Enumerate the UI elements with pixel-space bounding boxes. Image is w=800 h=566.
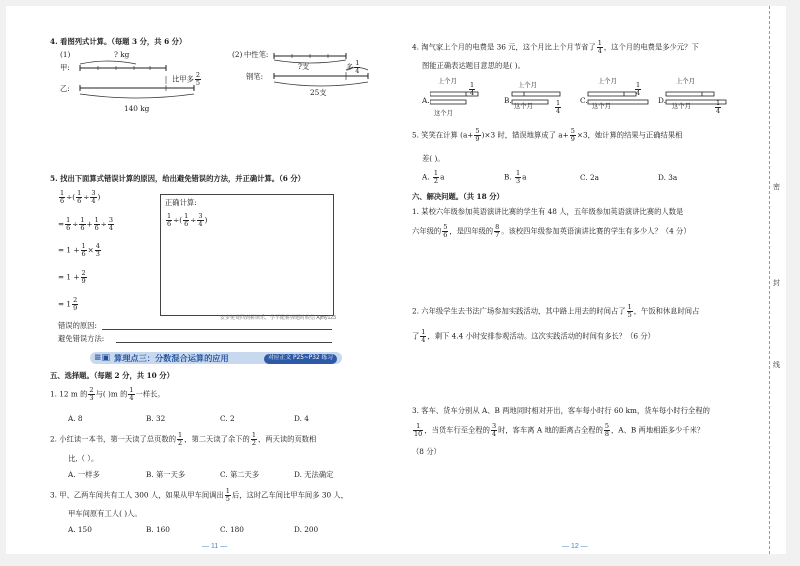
p2-line1: 2. 六年级学生去书法广场参加实践活动，其中路上用去的时间占了 $\frac{1}{5}$ ，午饭和休息时间占 <box>412 303 700 319</box>
reason-line[interactable] <box>102 329 332 330</box>
p1-line2: 六年级的 $\frac{5}{6}$ ，是四年级的 $\frac{8}{7}$ 。该校四年级参加英语演讲比赛的学生有多少人？（4 分） <box>412 223 691 239</box>
c3-stem: 3. 甲、乙两车间共有工人 300 人，如果从甲车间调出 $\frac{1}{5}$ 后，这时乙车间比甲车间多 30 人， <box>50 487 349 503</box>
method-line[interactable] <box>116 342 332 343</box>
correct-calc-label: 正确计算: <box>165 198 197 207</box>
r-q4-a-last: 上个月 <box>438 78 457 85</box>
r-q5-opt-c[interactable]: C. 2a <box>580 173 599 182</box>
r-q4-d-frac: $\frac{1}{4}$ <box>716 99 721 115</box>
r-q4-line2: 图能正确表达题目意思的是( )。 <box>422 61 525 70</box>
r-q4-opt-a[interactable]: A. <box>422 96 430 105</box>
r-q4-c-last: 上个月 <box>598 78 617 85</box>
r-q4-opt-b[interactable]: B. <box>504 96 512 105</box>
c2-opt-c[interactable]: C. 第二天多 <box>220 470 260 479</box>
c3-opt-a[interactable]: A. 150 <box>68 525 92 534</box>
d1-question: ? kg <box>114 50 130 59</box>
r-q4-b-this: 这个月 <box>514 103 533 110</box>
correct-calc-expr: $\frac{1}{6}$ ÷( $\frac{1}{6}$ ÷ $\frac{3}{4}$ ) <box>167 212 208 228</box>
exam-page <box>6 6 786 554</box>
r-q5-opt-a[interactable]: A. $\frac{1}{2}$ a <box>422 169 445 185</box>
p2-line2: 了 $\frac{1}{4}$ ，剩下 4.4 小时安排参观活动。这次实践活动的时间有多长？（6 分） <box>412 328 655 344</box>
margin-char-1: 密 <box>773 183 780 191</box>
d1-total: 140 kg <box>124 104 150 113</box>
d2-total: 25支 <box>310 88 327 97</box>
c1-opt-d[interactable]: D. 4 <box>294 414 309 423</box>
small-note: 安步免费回到耕读乐，学平配耕弹题时候信 Ajmy123 <box>220 315 336 321</box>
work-line-3: = 1 + $\frac{1}{6}$ × $\frac{4}{3}$ <box>58 242 100 258</box>
c2-stem: 2. 小红读一本书，第一天读了总页数的 $\frac{1}{2}$ ，第二天读了余下的 $\frac{1}{2}$ ，两天读的页数相 <box>50 431 317 447</box>
r-q4-bars <box>430 86 740 110</box>
sec5-title: 五、选择题。（每题 2 分，共 10 分） <box>50 371 174 380</box>
c1-stem: 1. 12 m 的 $\frac{2}{3}$ 与( )m 的 $\frac{1}{4}$ 一样长。 <box>50 386 165 402</box>
r-q4-stem: 4. 淘气家上个月的电费是 36 元，这个月比上个月节省了 $\frac{1}{4}$ ，这个月的电费是多少元？下 <box>412 39 699 55</box>
p3-line1: 3. 客车、货车分别从 A、B 两地同时相对开出，客车每小时行 60 km，货车每小时行全程的 <box>412 406 710 415</box>
p3-line2: $\frac{1}{10}$ ，当货车行至全程的 $\frac{3}{4}$ 时，客车离 A 地的距离占全程的 $\frac{5}{8}$ ，A、B 两地相距多少千米？ <box>414 422 705 438</box>
q4-title: 4. 看图列式计算。（每题 3 分，共 6 分） <box>50 37 187 46</box>
p3-line3: （8 分） <box>412 447 441 456</box>
page-number-right: — 12 — <box>562 543 588 550</box>
c1-opt-a[interactable]: A. 8 <box>68 414 83 423</box>
d1-yi: 乙: <box>60 84 70 93</box>
r-q4-b-frac: $\frac{1}{4}$ <box>556 99 561 115</box>
p1-line1: 1. 某校六年级参加英语演讲比赛的学生有 48 人，五年级参加英语演讲比赛的人数是 <box>412 207 684 216</box>
d1-label: (1) <box>60 50 71 59</box>
r-q4-opt-c[interactable]: C. <box>580 96 588 105</box>
left-page <box>6 6 394 554</box>
banner-tag: 对应正文 P25~P32 练习 <box>264 354 337 364</box>
r-q5-opt-b[interactable]: B. $\frac{1}{3}$ a <box>504 169 527 185</box>
c1-opt-c[interactable]: C. 2 <box>220 414 235 423</box>
margin-char-3: 线 <box>773 361 780 369</box>
c3-line2: 甲车间原有工人( )人。 <box>68 509 142 518</box>
r-q4-a-this: 这个月 <box>434 110 453 117</box>
r-q5-stem: 5. 笑笑在计算 (a+ $\frac{5}{9}$ )×3 时，错误地算成了 a+ $\frac{5}{9}$ ×3，她计算的结果与正确结果相 <box>412 127 683 143</box>
d1-jia: 甲: <box>60 63 70 72</box>
banner-title: 算理点三：分数混合运算的应用 <box>114 353 229 363</box>
c2-opt-a[interactable]: A. 一样多 <box>68 470 100 479</box>
work-line-5: = 1 $\frac{2}{9}$ <box>58 296 78 312</box>
d1-compare: 比甲多 $\frac{2}{5}$ <box>172 71 201 87</box>
d2-more: 多 $\frac{1}{4}$ <box>346 59 360 75</box>
q5-title: 5. 找出下面算式错误计算的原因，给出避免错误的方法，并正确计算。（6 分） <box>50 174 305 183</box>
sec6-title: 六、解决问题。（共 18 分） <box>412 192 504 201</box>
correct-calc-box[interactable] <box>160 194 334 316</box>
r-q4-b-last: 上个月 <box>518 82 537 89</box>
d2-qianbi: 钢笔: <box>246 72 264 81</box>
method-label: 避免错误方法: <box>58 334 105 343</box>
r-q4-opt-d[interactable]: D. <box>658 96 666 105</box>
r-q4-a-frac: $\frac{1}{4}$ <box>470 81 475 97</box>
right-page <box>404 6 766 554</box>
work-line-4: = 1 + $\frac{2}{9}$ <box>58 269 86 285</box>
margin-char-2: 封 <box>773 279 780 287</box>
banner-icon: ≡▣ <box>94 353 111 363</box>
c3-opt-d[interactable]: D. 200 <box>294 525 319 534</box>
c3-opt-b[interactable]: B. 160 <box>146 525 170 534</box>
c2-opt-d[interactable]: D. 无法确定 <box>294 470 334 479</box>
work-line-1: $\frac{1}{6}$ ÷( $\frac{1}{6}$ ÷ $\frac{3}{4}$ ) <box>60 189 101 205</box>
r-q5-opt-d[interactable]: D. 3a <box>658 173 678 182</box>
binding-margin-line <box>769 6 770 554</box>
r-q4-d-last: 上个月 <box>676 78 695 85</box>
d2-zhongxing: 中性笔: <box>244 50 269 59</box>
d2-question: ?支 <box>298 62 310 71</box>
c1-opt-b[interactable]: B. 32 <box>146 414 166 423</box>
reason-label: 错误的原因: <box>58 321 97 330</box>
c3-opt-c[interactable]: C. 180 <box>220 525 244 534</box>
r-q4-c-this: 这个月 <box>592 103 611 110</box>
r-q4-c-frac: $\frac{1}{4}$ <box>636 81 641 97</box>
page-number-left: — 11 — <box>202 543 228 550</box>
c2-opt-b[interactable]: B. 第一天多 <box>146 470 186 479</box>
d2-bars <box>272 50 382 92</box>
r-q5-line2: 差( )。 <box>422 154 445 163</box>
c2-line2: 比,（ ）。 <box>68 454 99 463</box>
d2-label: (2) <box>232 50 243 59</box>
r-q4-d-this: 这个月 <box>672 103 691 110</box>
work-line-2: = $\frac{1}{6}$ ÷ $\frac{1}{6}$ + $\frac{1}{6}$ ÷ $\frac{3}{4}$ <box>58 216 114 232</box>
